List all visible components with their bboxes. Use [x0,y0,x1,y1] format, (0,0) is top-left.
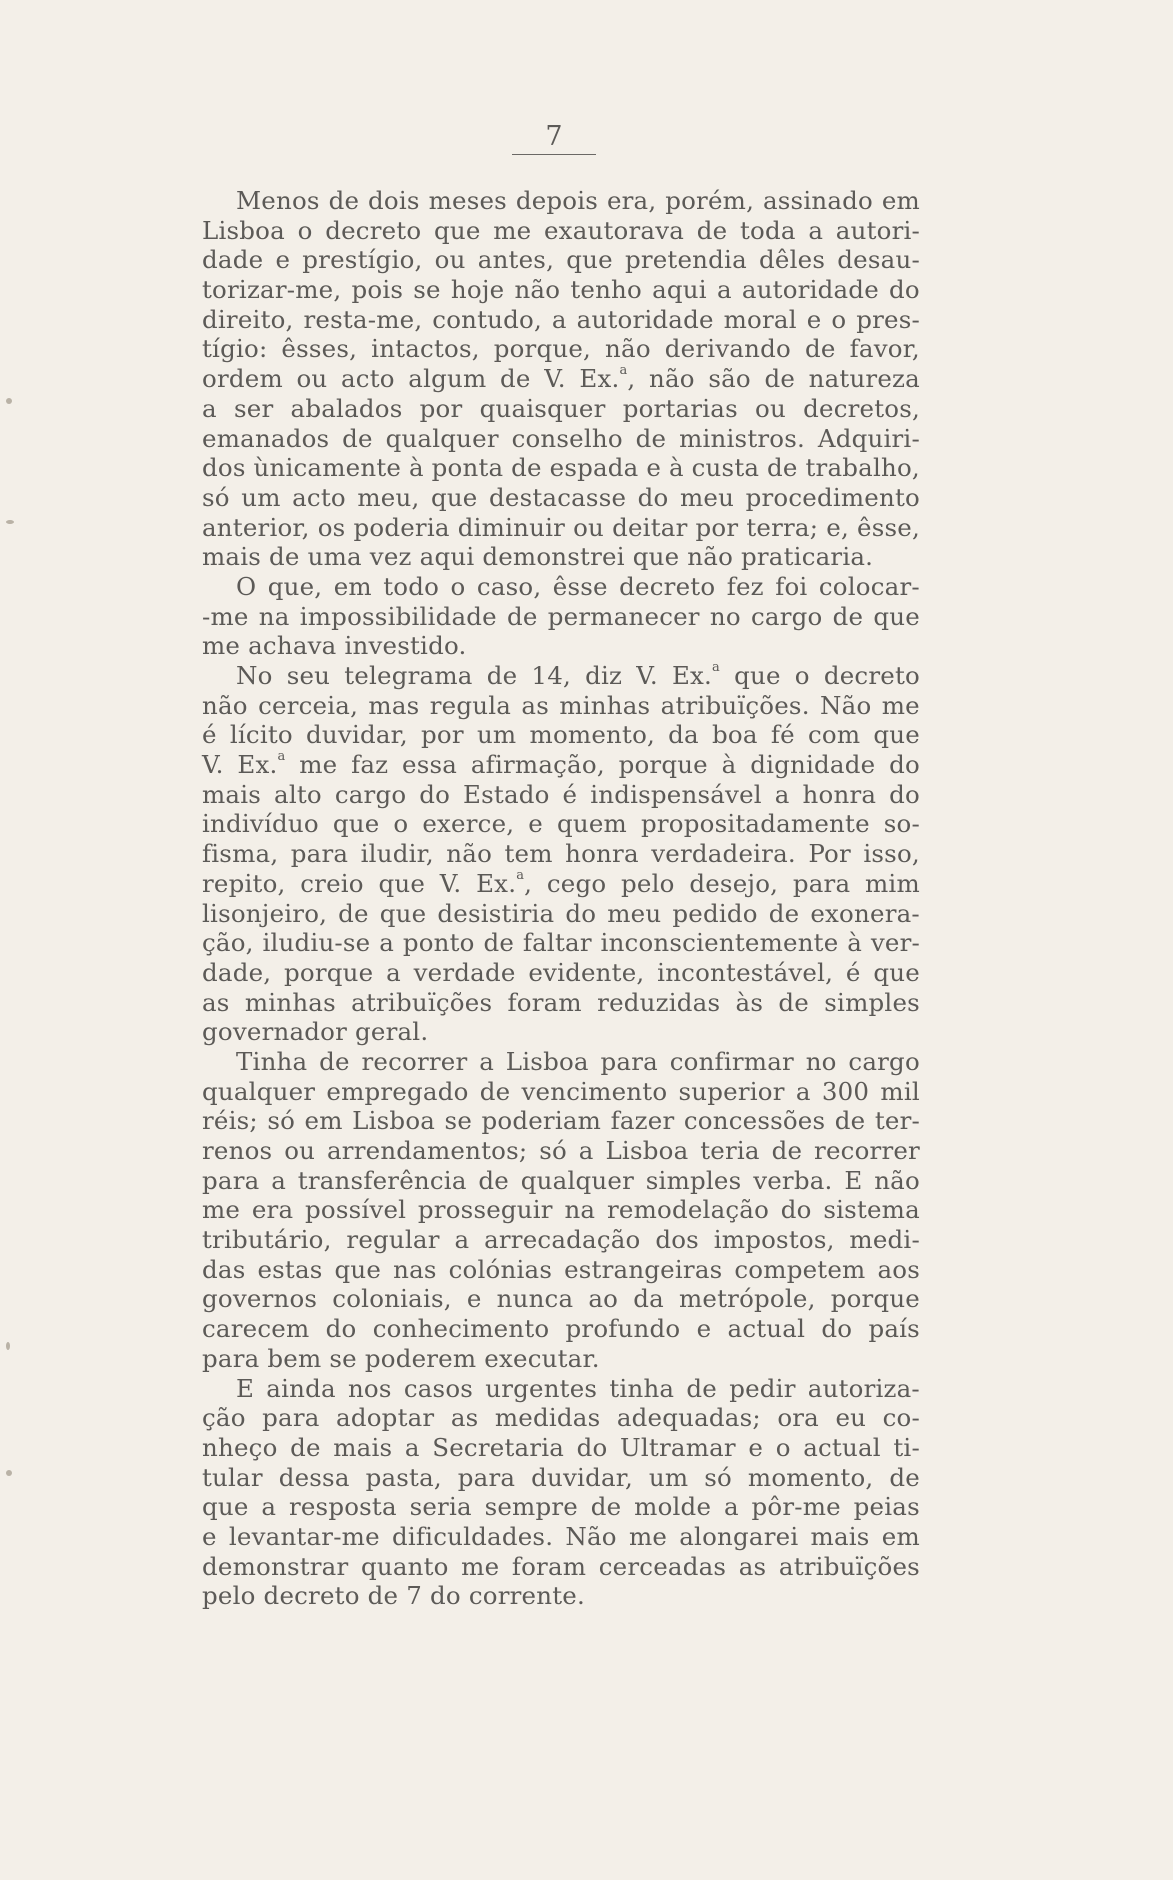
text-line: renos ou arrendamentos; só a Lisboa teria de recorrer [202,1136,920,1165]
text-line: para bem se poderem executar. [202,1343,600,1373]
text-line: Menos de dois meses depois era, porém, assinado em [236,186,920,215]
body-text [202,186,920,1611]
text-line: tular dessa pasta, para duvidar, um só momento, de [202,1462,920,1492]
text-line: tígio: êsses, intactos, porque, não derivando de favor, [202,334,920,364]
text-line: V. Ex.$^a$ me faz essa afirmação, porque à dignidade do [202,749,920,780]
text-line: ção, iludiu-se a ponto de faltar inconscientemente à ver- [202,928,920,958]
text-line: direito, resta-me, contudo, a autoridade moral e o pres- [202,304,920,334]
text-line: carecem do conhecimento profundo e actual do país [202,1314,920,1344]
text-line: nheço de mais a Secretaria do Ultramar e o actual ti- [202,1432,920,1462]
text-line: No seu telegrama de 14, diz V. Ex.$^a$ que o decreto [236,660,920,690]
text-line: dade, porque a verdade evidente, incontestável, é que [202,957,920,987]
text-line: réis; só em Lisboa se poderiam fazer concessões de ter- [202,1106,920,1136]
text-line: das estas que nas colónias estrangeiras competem aos [202,1254,920,1284]
text-line: só um acto meu, que destacasse do meu procedimento [202,482,920,512]
text-line: mais de uma vez aqui demonstrei que não praticaria. [202,542,874,572]
text-line: não cerceia, mas regula as minhas atribuïções. Não me [202,690,920,720]
margin-speck [6,1342,10,1350]
text-line: mais alto cargo do Estado é indispensável a honra do [202,779,920,809]
text-line: fisma, para iludir, não tem honra verdadeira. Por isso, [202,839,920,869]
margin-speck [6,520,14,524]
text-line: Lisboa o decreto que me exautorava de toda a autori- [202,215,920,245]
margin-speck [6,398,12,404]
page-number: 7 [512,122,596,155]
text-line: que a resposta seria sempre de molde a pôr-me peias [202,1492,920,1522]
text-line: lisonjeiro, de que desistiria do meu pedido de exonera- [202,898,920,928]
text-line: dade e prestígio, ou antes, que pretendia dêles desau- [202,245,920,275]
text-line: dos ùnicamente à ponta de espada e à custa de trabalho, [202,453,920,483]
text-line: ordem ou acto algum de V. Ex.$^a$, não são de natureza [202,363,920,394]
text-line: emanados de qualquer conselho de ministros. Adquiri- [202,423,920,453]
text-line: E ainda nos casos urgentes tinha de pedir autoriza- [236,1373,920,1403]
text-line: O que, em todo o caso, êsse decreto fez foi colocar- [236,571,920,601]
margin-speck [6,1470,12,1476]
text-line: anterior, os poderia diminuir ou deitar por terra; e, êsse, [202,512,920,542]
text-line: repito, creio que V. Ex.$^a$, cego pelo desejo, para mim [202,867,920,898]
text-line: e levantar-me dificuldades. Não me alongarei mais em [202,1521,920,1551]
text-line: indivíduo que o exerce, e quem propositadamente so- [202,809,920,839]
text-line: a ser abalados por quaisquer portarias ou decretos, [202,393,920,423]
text-line: as minhas atribuïções foram reduzidas às de simples [202,987,920,1017]
text-line: pelo decreto de 7 do corrente. [202,1581,585,1611]
text-line: é lícito duvidar, por um momento, da boa fé com que [202,720,920,750]
text-line: ção para adoptar as medidas adequadas; ora eu co- [202,1403,920,1433]
text-line: qualquer empregado de vencimento superior a 300 mil [202,1076,920,1106]
text-line: governos coloniais, e nunca ao da metrópole, porque [202,1284,920,1314]
text-line: me achava investido. [202,631,467,661]
text-line: para a transferência de qualquer simples verba. E não [202,1165,920,1195]
text-line: demonstrar quanto me foram cerceadas as atribuïções [202,1551,920,1581]
text-line: governador geral. [202,1017,429,1047]
text-line: Tinha de recorrer a Lisboa para confirmar no cargo [236,1046,920,1076]
text-line: tributário, regular a arrecadação dos impostos, medi- [202,1225,920,1255]
text-line: -me na impossibilidade de permanecer no cargo de que [202,601,920,631]
text-line: me era possível prosseguir na remodelação do sistema [202,1195,920,1225]
text-line: torizar-me, pois se hoje não tenho aqui a autoridade do [202,275,920,305]
